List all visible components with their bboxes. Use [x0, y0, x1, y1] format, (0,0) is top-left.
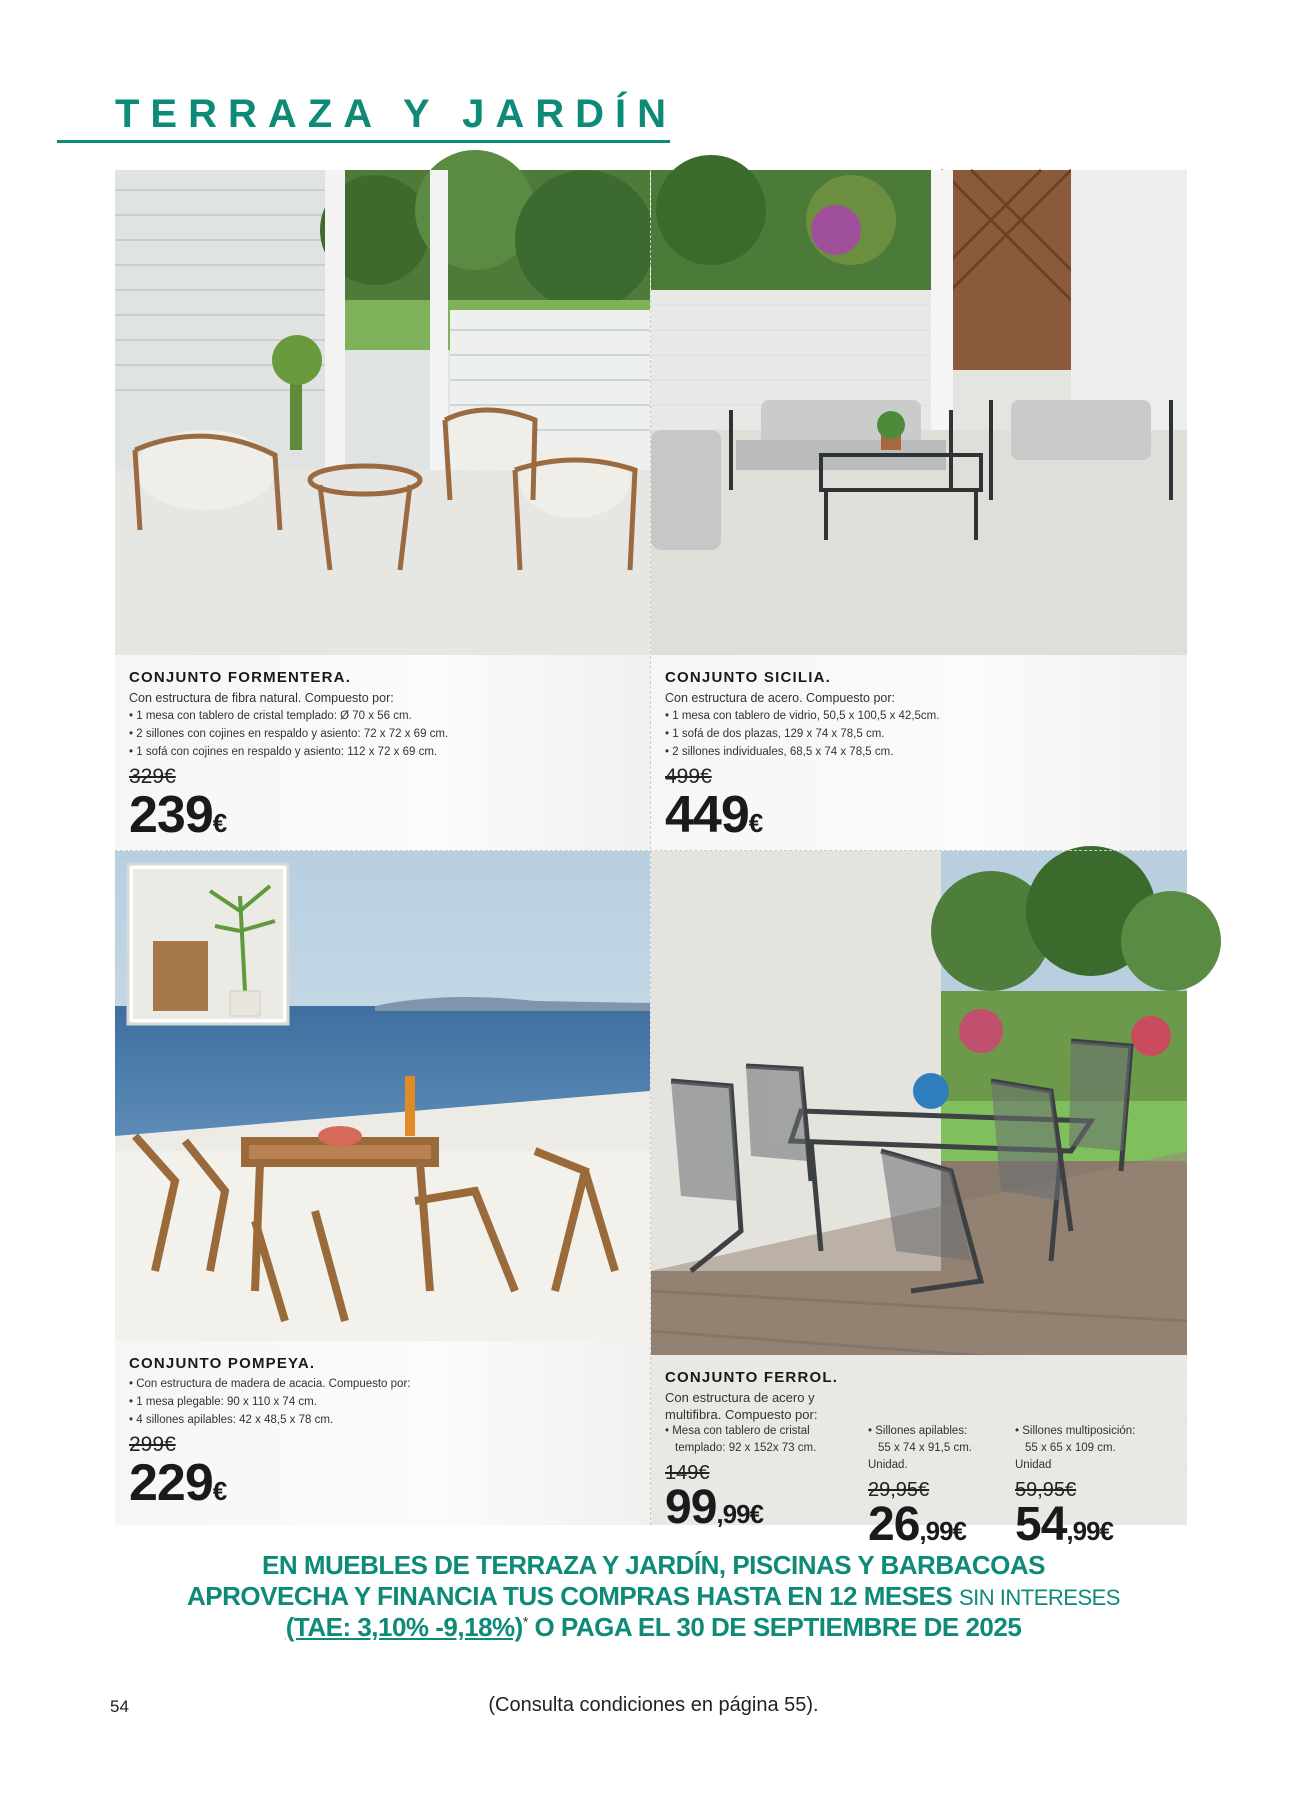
ferrol-table-column [665, 1389, 865, 1537]
product-description: Con estructura de fibra natural. Compuesto por: [129, 691, 394, 705]
product-item: • 1 mesa plegable: 90 x 110 x 74 cm. [129, 1393, 636, 1411]
promo-line-3 [0, 1612, 1307, 1643]
section-title: TERRAZA Y JARDÍN [115, 92, 677, 136]
price-currency: € [212, 1476, 227, 1506]
sale-price [129, 786, 636, 849]
product-name: CONJUNTO POMPEYA. [129, 1355, 316, 1372]
ferrol-recliner-column [1015, 1389, 1175, 1554]
price-value: 239 [129, 786, 213, 844]
product-items [129, 707, 636, 761]
price-value: 99 [665, 1481, 717, 1534]
promo-financing: APROVECHA Y FINANCIA TUS COMPRAS HASTA EN 12 MESES [187, 1581, 953, 1611]
product-card-ferrol[interactable] [651, 851, 1187, 1551]
product-item: Unidad. [868, 1459, 908, 1471]
product-name: CONJUNTO SICILIA. [665, 669, 831, 686]
grid-divider-horizontal [115, 850, 1187, 852]
old-price: 499€ [665, 765, 712, 788]
product-items [129, 1375, 636, 1429]
product-item: • 1 sofá con cojines en respaldo y asiento: 112 x 72 x 69 cm. [129, 743, 636, 761]
product-item: • Con estructura de madera de acacia. Compuesto por: [129, 1375, 636, 1393]
page-number: 54 [110, 1697, 129, 1716]
price-value: 54 [1015, 1498, 1067, 1551]
price-decimals: ,99€ [716, 1499, 763, 1529]
old-price: 329€ [129, 765, 176, 788]
product-photo-pompeya [115, 851, 650, 1341]
sale-price [1015, 1498, 1175, 1554]
old-price: 59,95€ [1015, 1479, 1077, 1501]
product-photo-formentera [115, 170, 650, 655]
product-card-formentera[interactable] [115, 170, 650, 850]
product-item: • 4 sillones apilables: 42 x 48,5 x 78 cm. [129, 1411, 636, 1429]
title-underline [57, 140, 670, 143]
promo-line-1: EN MUEBLES DE TERRAZA Y JARDÍN, PISCINAS Y BARBACOAS [261, 1550, 1045, 1580]
product-item: • Sillones multiposición: [1015, 1425, 1136, 1437]
product-items [665, 707, 1173, 761]
price-value: 26 [868, 1498, 920, 1551]
old-price: 299€ [129, 1433, 176, 1456]
price-decimals: ,99€ [1066, 1516, 1113, 1546]
product-grid [115, 170, 1187, 1551]
product-item: • Mesa con tablero de cristal [665, 1425, 810, 1437]
ferrol-chair-column [868, 1389, 1013, 1554]
product-item: • Sillones apilables: [868, 1425, 968, 1437]
sale-price [868, 1498, 1013, 1554]
promo-tae[interactable]: (TAE: 3,10% -9,18%) [285, 1612, 523, 1642]
old-price: 149€ [665, 1462, 710, 1484]
sale-price [665, 1481, 865, 1537]
promo-asterisk: * [522, 1613, 528, 1630]
product-name: CONJUNTO FERROL. [665, 1369, 839, 1386]
promo-no-interest: SIN INTERESES [958, 1585, 1120, 1610]
product-item: • 1 mesa con tablero de vidrio, 50,5 x 100,5 x 42,5cm. [665, 707, 1173, 725]
price-value: 229 [129, 1454, 213, 1512]
product-description: multifibra. Compuesto por: [665, 1407, 818, 1422]
product-item: • 1 mesa con tablero de cristal templado: Ø 70 x 56 cm. [129, 707, 636, 725]
product-item: 55 x 65 x 109 cm. [1025, 1442, 1116, 1454]
product-photo-sicilia [651, 170, 1187, 655]
promo-payment-date: O PAGA EL 30 DE SEPTIEMBRE DE 2025 [527, 1612, 1022, 1642]
product-card-sicilia[interactable] [651, 170, 1187, 850]
promo-line-2 [0, 1581, 1307, 1612]
price-currency: € [748, 808, 763, 838]
sale-price [665, 786, 1173, 849]
price-currency: € [212, 808, 227, 838]
product-item: Unidad [1015, 1459, 1052, 1471]
old-price: 29,95€ [868, 1479, 930, 1501]
product-item: templado: 92 x 152x 73 cm. [675, 1442, 817, 1454]
product-name: CONJUNTO FORMENTERA. [129, 669, 352, 686]
product-item: 55 x 74 x 91,5 cm. [878, 1442, 972, 1454]
grid-divider-vertical [650, 170, 652, 1525]
product-item: • 1 sofá de dos plazas, 129 x 74 x 78,5 cm. [665, 725, 1173, 743]
conditions-note: (Consulta condiciones en página 55). [488, 1694, 819, 1716]
price-value: 449 [665, 786, 749, 844]
product-description: Con estructura de acero y [665, 1390, 815, 1405]
price-decimals: ,99€ [919, 1516, 966, 1546]
product-item: • 2 sillones individuales, 68,5 x 74 x 78,5 cm. [665, 743, 1173, 761]
product-card-pompeya[interactable] [115, 851, 650, 1525]
sale-price [129, 1454, 636, 1517]
product-item: • 2 sillones con cojines en respaldo y asiento: 72 x 72 x 69 cm. [129, 725, 636, 743]
product-description: Con estructura de acero. Compuesto por: [665, 691, 895, 705]
